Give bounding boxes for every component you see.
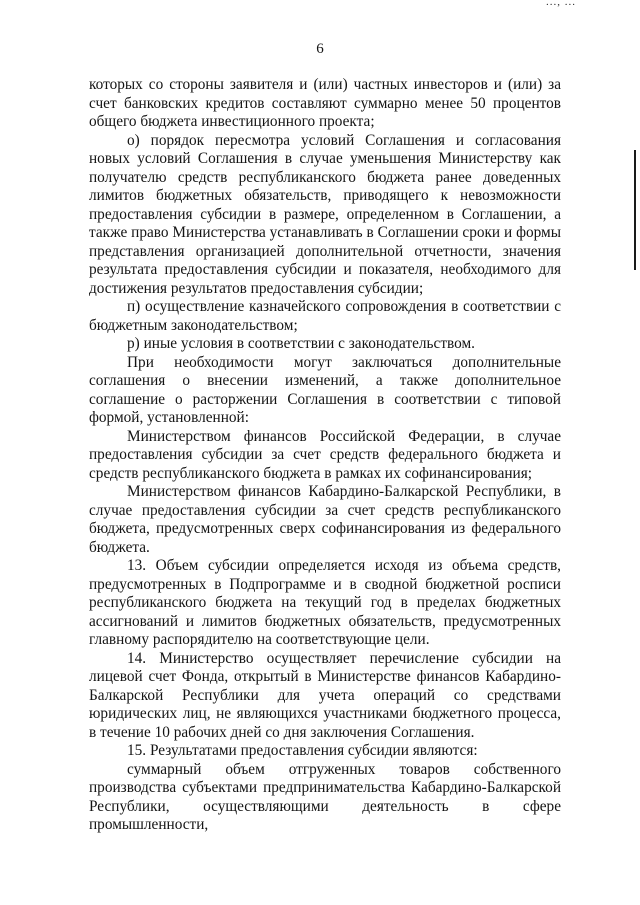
paragraph-8: 13. Объем субсидии определяется исходя из объема средств, предусмотренных в Подпрограмме и в сводной бюджетной росписи республиканского бюджета на текущий год в пределах бюджетных ассигнований и лимитов бюджетных обязательств, предусмотренных главному распорядителю на соответствующие цели.	[89, 557, 561, 648]
paragraph-4: р) иные условия в соответствии с законодательством.	[127, 335, 475, 352]
document-body	[89, 76, 561, 835]
paragraph-2: о) порядок пересмотра условий Соглашения и согласования новых условий Соглашения в случае уменьшения Министерству как получателю средств республиканского бюджета ранее доведенных лимитов бюджетных обязательств, приводящего к невозможности предоставления субсидии в размере, определенном в Соглашении, а также право Министерства устанавливать в Соглашении сроки и формы представления организацией дополнительной отчетности, значения результата предоставления субсидии и показателя, необходимого для достижения результатов предоставления субсидии;	[89, 131, 561, 297]
top-edge-mark: ..., ...	[546, 0, 576, 8]
paragraph-9: 14. Министерство осуществляет перечисление субсидии на лицевой счет Фонда, открытый в Министерстве финансов Кабардино-Балкарской Республики для учета операций со средствами юридических лиц, не являющихся участниками бюджетного процесса, в течение 10 рабочих дней со дня заключения Соглашения.	[89, 649, 561, 741]
paragraph-10: 15. Результатами предоставления субсидии являются:	[127, 742, 478, 759]
paragraph-6: Министерством финансов Российской Федерации, в случае предоставления субсидии за счет средств федерального бюджета и средств республиканского бюджета в рамках их софинансирования;	[89, 427, 561, 482]
paragraph-11: суммарный объем отгруженных товаров собственного производства субъектами предпринимательства Кабардино-Балкарской Республики, осуществляющими деятельность в сфере промышленности,	[89, 760, 561, 833]
paragraph-5: При необходимости могут заключаться дополнительные соглашения о внесении изменений, а также дополнительное соглашение о расторжении Соглашения в соответствии с типовой формой, установленной:	[89, 353, 561, 426]
scan-edge-line	[634, 150, 636, 270]
paragraph-1: которых со стороны заявителя и (или) частных инвесторов и (или) за счет банковских кредитов составляют суммарно менее 50 процентов общего бюджета инвестиционного проекта;	[89, 76, 561, 130]
paragraph-3: п) осуществление казначейского сопровождения в соответствии с бюджетным законодательством;	[89, 298, 561, 334]
page-number: 6	[316, 41, 324, 57]
paragraph-7: Министерством финансов Кабардино-Балкарской Республики, в случае предоставления субсидии за счет средств республиканского бюджета, предусмотренных сверх софинансирования из федерального бюджета.	[89, 483, 561, 556]
